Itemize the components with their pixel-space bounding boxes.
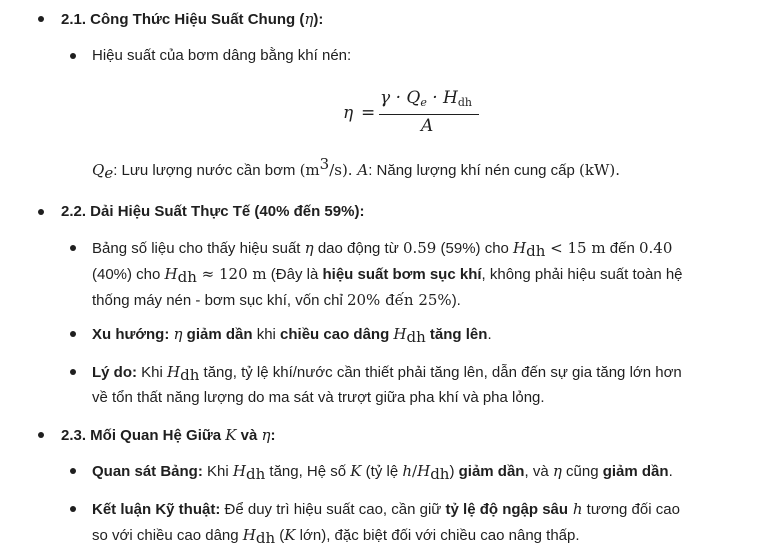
bullet <box>38 432 44 438</box>
bullet <box>70 506 76 512</box>
list-item-continued: thống máy nén - bơm sục khí, vốn chỉ 20% đến 25%). <box>92 291 461 309</box>
fraction-bar <box>379 114 479 115</box>
list-item: Bảng số liệu cho thấy hiệu suất η dao động từ 0.59 (59%) cho $H_{dh} < 15$ m đến 0.40 <box>92 239 673 260</box>
list-item-continued: (40%) cho $H_{dh} \approx 120$ m (Đây là hiệu suất bơm sục khí, không phải hiệu suất toàn hệ <box>92 265 683 286</box>
section-heading-2-1: 2.1. Công Thức Hiệu Suất Chung (η): <box>61 10 324 28</box>
formula-numerator: $\gamma \cdot Q_e \cdot H_{dh}$ <box>380 88 473 109</box>
list-item-continued: so với chiều cao dâng $H_{dh}$ (K lớn), đặc biệt đối với chiều cao nâng thấp. <box>92 526 580 547</box>
list-item: Kết luận Kỹ thuật: Để duy trì hiệu suất cao, cần giữ tỷ lệ độ ngập sâu h tương đối cao <box>92 500 680 518</box>
bullet <box>70 53 76 59</box>
efficiency-formula: η = $\gamma \cdot Q_e \cdot H_{dh}$ A <box>343 88 483 140</box>
bullet <box>70 245 76 251</box>
list-item: Hiệu suất của bơm dâng bằng khí nén: <box>92 47 352 64</box>
bullet <box>38 209 44 215</box>
list-item: Xu hướng: η giảm dần khi chiều cao dâng $H_{dh}$ tăng lên. <box>92 325 492 346</box>
section-heading-2-3: 2.3. Mối Quan Hệ Giữa K và η: <box>61 426 276 444</box>
section-heading-2-2: 2.2. Dải Hiệu Suất Thực Tế (40% đến 59%): <box>61 203 365 220</box>
bullet <box>70 369 76 375</box>
bullet <box>70 468 76 474</box>
bullet <box>38 16 44 22</box>
list-item: Quan sát Bảng: Khi $H_{dh}$ tăng, Hệ số K (tỷ lệ $h/H_{dh}$) giảm dần, và η cũng giảm dần. <box>92 462 673 483</box>
bullet <box>70 331 76 337</box>
list-item-continued: về tổn thất năng lượng do ma sát và trượt giữa pha khí và pha lỏng. <box>92 389 545 406</box>
list-item: Lý do: Khi $H_{dh}$ tăng, tỷ lệ khí/nước cần thiết phải tăng lên, dẫn đến sự gia tăng lớn hơn <box>92 363 682 384</box>
variable-definitions: $Q_e$: Lưu lượng nước cần bơm $(m^3/s)$. A: Năng lượng khí nén cung cấp (kW). <box>92 155 621 182</box>
